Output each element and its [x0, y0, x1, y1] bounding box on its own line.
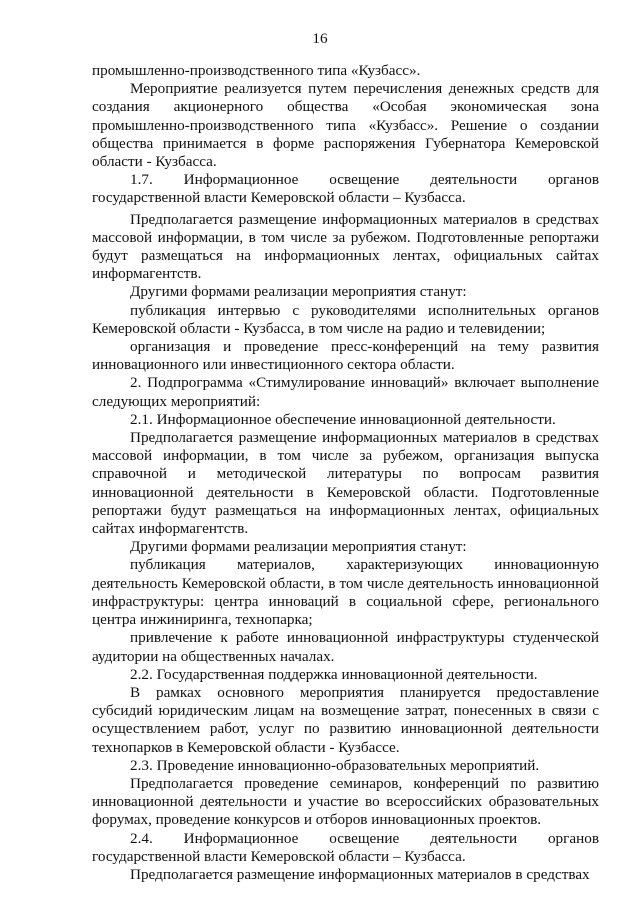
document-body: [92, 62, 599, 884]
section-heading: 2. Подпрограмма «Стимулирование инноваций» включает выполнение следующих мероприятий:: [92, 374, 599, 410]
paragraph: В рамках основного мероприятия планируется предоставление субсидий юридическим лицам на возмещение затрат, понесенных в связи с осуществлением работ, услуг по развитию инновационной деятельности технопарков в Кемеровской области - Кузбассе.: [92, 683, 599, 756]
list-item: привлечение к работе инновационной инфраструктуры студенческой аудитории на общественных началах.: [92, 629, 599, 665]
paragraph: Предполагается размещение информационных материалов в средствах: [130, 865, 590, 883]
paragraph: Предполагается размещение информационных материалов в средствах массовой информации, в том числе за рубежом. Подготовленные репортажи будут размещаться на информационных лентах, официальных сайтах информагентств.: [92, 210, 599, 283]
section-heading: 2.2. Государственная поддержка инновационной деятельности.: [130, 665, 538, 683]
paragraph: Другими формами реализации мероприятия станут:: [130, 538, 467, 556]
list-item: публикация интервью с руководителями исполнительных органов Кемеровской области - Кузбасса, в том числе на радио и телевидении;: [92, 301, 599, 337]
section-heading: 1.7. Информационное освещение деятельности органов государственной власти Кемеровской области – Кузбасса.: [92, 171, 599, 207]
paragraph: Предполагается размещение информационных материалов в средствах массовой информации, в том числе за рубежом, организация выпуска справочной и методической литературы по вопросам развития инновационной деятельности в Кемеровской области. Подготовленные репортажи будут размещаться на информационных лентах, официальных сайтах информагентств.: [92, 429, 599, 538]
paragraph: Предполагается проведение семинаров, конференций по развитию инновационной деятельности и участие во всероссийских образовательных форумах, проведение конкурсов и отборов инновационных проектов.: [92, 774, 599, 829]
section-heading: 2.3. Проведение инновационно-образовательных мероприятий.: [130, 756, 540, 774]
page-number: 16: [312, 30, 328, 47]
section-heading: 2.1. Информационное обеспечение инновационной деятельности.: [130, 410, 556, 428]
list-item: организация и проведение пресс-конференций на тему развития инновационного или инвестиционного сектора области.: [92, 338, 599, 374]
list-item: публикация материалов, характеризующих инновационную деятельность Кемеровской области, в том числе деятельность инновационной инфраструктуры: центра инноваций в социальной сфере, регионального центра инжиниринга, технопарка;: [92, 556, 599, 629]
paragraph: Другими формами реализации мероприятия станут:: [130, 283, 467, 301]
section-heading: 2.4. Информационное освещение деятельности органов государственной власти Кемеровской области – Кузбасса.: [92, 829, 599, 865]
paragraph: Мероприятие реализуется путем перечисления денежных средств для создания акционерного общества «Особая экономическая зона промышленно-производственного типа «Кузбасс». Решение о создании общества принимается в форме распоряжения Губернатора Кемеровской области - Кузбасса.: [92, 80, 599, 171]
paragraph-continuation: промышленно-производственного типа «Кузбасс».: [92, 62, 421, 79]
